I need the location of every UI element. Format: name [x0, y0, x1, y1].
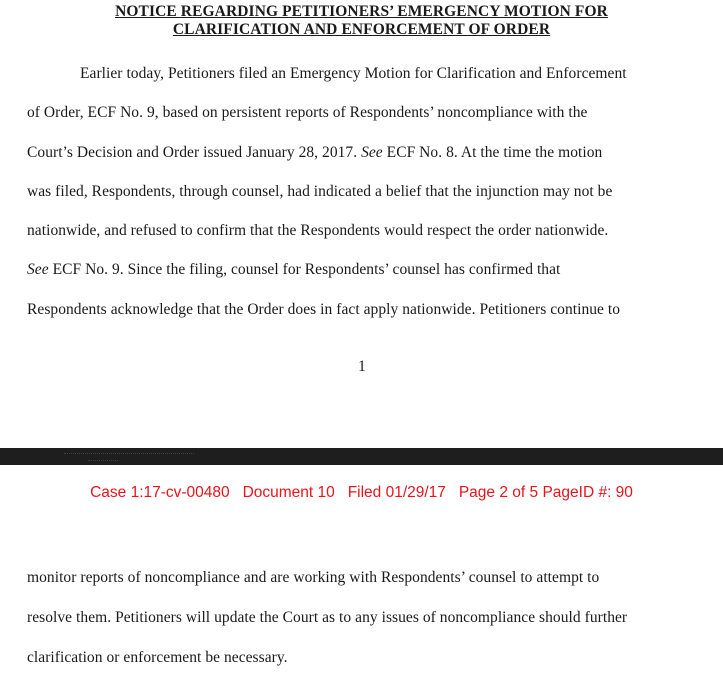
see-citation-signal: See [27, 261, 49, 278]
notice-title-line-1: NOTICE REGARDING PETITIONERS’ EMERGENCY MOTION FOR [115, 3, 608, 20]
body-line-3-part-a: Court’s Decision and Order issued January 28, 2017. [27, 144, 362, 161]
body-line-2: of Order, ECF No. 9, based on persistent reports of Respondents’ noncompliance with the [27, 104, 588, 121]
page-2-body-line-1: monitor reports of noncompliance and are working with Respondents’ counsel to attempt to [27, 569, 600, 586]
notice-title-line-2: CLARIFICATION AND ENFORCEMENT OF ORDER [172, 21, 551, 38]
page-number: 1 [358, 358, 366, 375]
body-line-6 [27, 261, 560, 279]
body-line-1: Earlier today, Petitioners filed an Emergency Motion for Clarification and Enforcement [80, 65, 627, 82]
ecf-case-header-stamp: Case 1:17-cv-00480 Document 10 Filed 01/29/17 Page 2 of 5 PageID #: 90 [90, 484, 633, 501]
page-2-body-line-2: resolve them. Petitioners will update the Court as to any issues of noncompliance should further [27, 609, 628, 626]
body-line-3 [27, 144, 602, 162]
body-line-3-part-b: ECF No. 8. At the time the motion [382, 144, 603, 161]
body-line-7: Respondents acknowledge that the Order does in fact apply nationwide. Petitioners continue to [27, 301, 621, 318]
see-citation-signal: See [361, 144, 383, 161]
body-line-5: nationwide, and refused to confirm that the Respondents would respect the order nationwide. [27, 222, 609, 239]
scan-artifact [88, 460, 118, 463]
body-line-4: was filed, Respondents, through counsel, had indicated a belief that the injunction may not be [27, 183, 613, 200]
body-line-6-part-b: ECF No. 9. Since the filing, counsel for Respondents’ counsel has confirmed that [48, 261, 561, 278]
page-2-body-line-3: clarification or enforcement be necessary. [27, 649, 288, 666]
scan-artifact [64, 453, 194, 458]
